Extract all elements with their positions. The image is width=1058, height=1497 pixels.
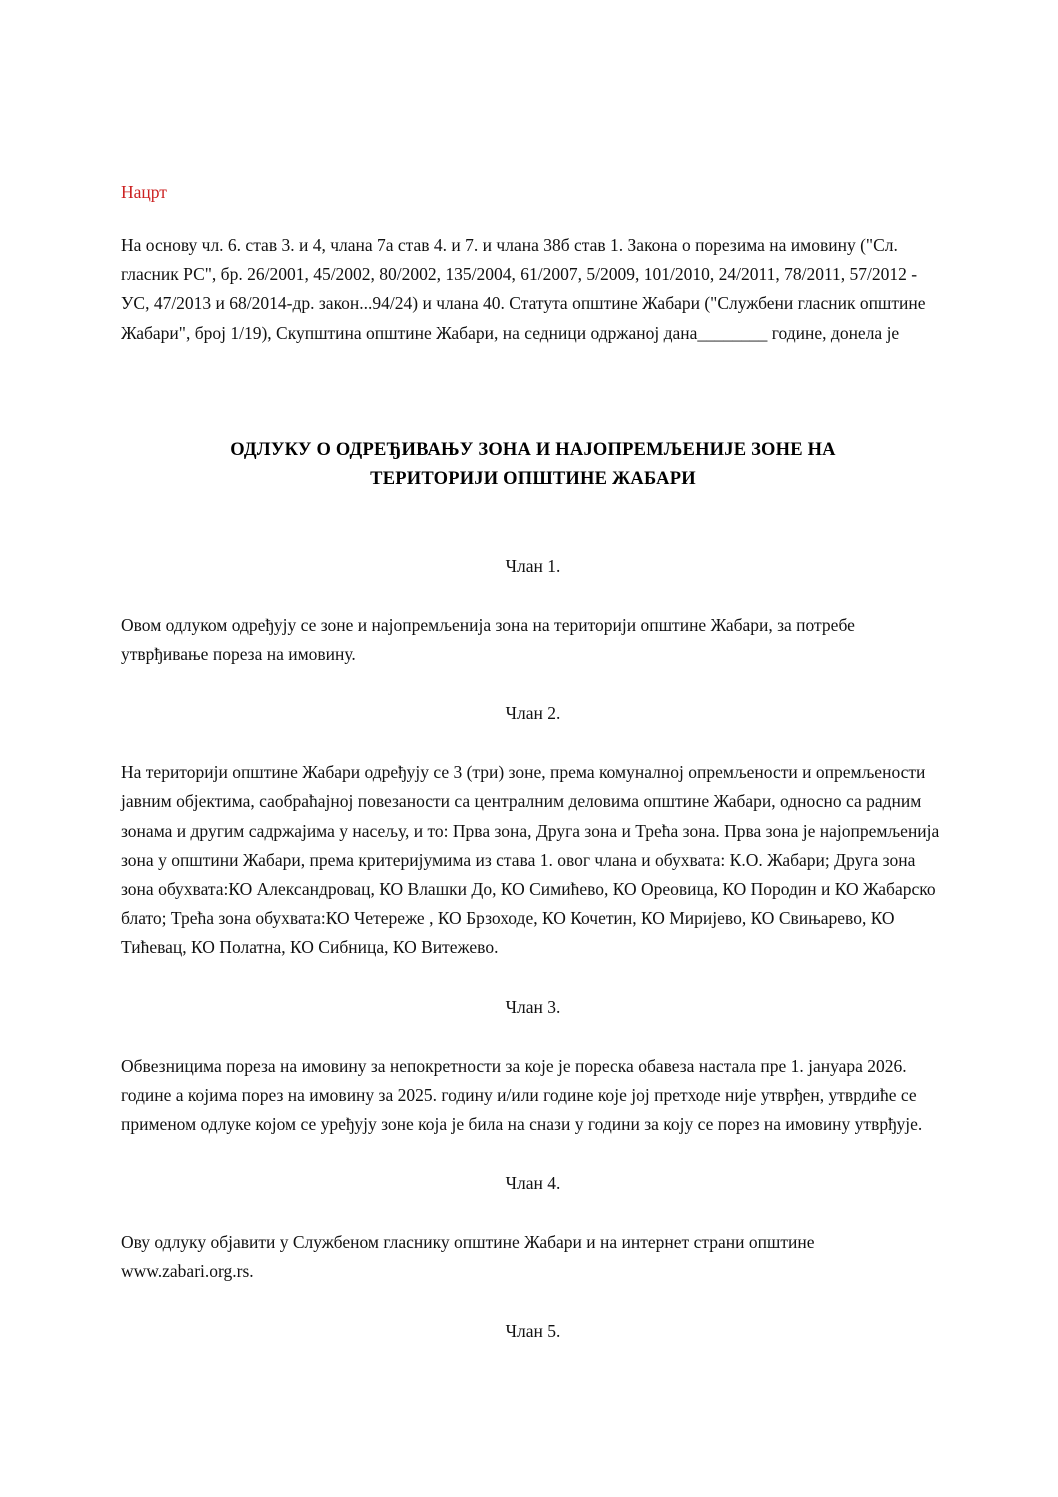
draft-label: Нацрт [121,182,167,202]
spacer-article-4 [121,1198,945,1228]
spacer-article-2 [121,728,945,758]
spacer-after-title [121,494,945,552]
article-body-3: Обвезницима пореза на имовину за непокретности за које је пореска обавеза настала пре 1. јануара 2026. године а којима порез на имовину за 2025. годину и/или године које јој претходе није утврђен, утврдиће се применом одлуке којом се уређују зоне која је била на снази у години за коју се порез на имовину утврђује. [121,1055,923,1135]
document-title-line-2: ТЕРИТОРИЈИ ОПШТИНЕ ЖАБАРИ [370,468,696,489]
article-body-2: На територији општине Жабари одређују се 3 (три) зоне, према комуналној опремљености и опремљености јавним објектима, саобраћајној повезаности са централним деловима општине Жабари, односно са радним зонама и другим садржајима у насељу, и то: Прва зона, Друга зона и Трећа зона. Прва зона је најопремљенија зона у општини Жабари, према критеријумима из става 1. овог члана и обухвата: К.О. Жабари; Друга зона зона обухвата:КО Александровац, КО Влашки До, КО Симићево, КО Ореовица, КО Породин и КО Жабарско блато; Трећа зона обухвата:КО Четереже , КО Брзоходе, КО Кочетин, КО Миријево, КО Свињарево, КО Тићевац, КО Полатна, КО Сибница, КО Витежево. [121,762,940,958]
spacer-article-1 [121,581,945,611]
article-body-1: Овом одлуком одређују се зоне и најопремљенија зона на територији општине Жабари, за потребе утврђивање пореза на имовину. [121,614,855,665]
spacer-before-title [121,348,945,436]
document-title-line-1: ОДЛУКУ О ОДРЕЂИВАЊУ ЗОНА И НАЈОПРЕМЉЕНИЈЕ ЗОНЕ НА [230,439,836,460]
preamble-paragraph: На основу чл. 6. став 3. и 4, члана 7а став 4. и 7. и члана 38б став 1. Закона о порезима на имовину ("Сл. гласник РС", бр. 26/2001, 45/2002, 80/2002, 135/2004, 61/2007, 5/2009, 101/2010, 24/2011, 78/2011, 57/2012 - УС, 47/2013 и 68/2014-др. закон...94/24) и члана 40. Статута општине Жабари ("Службени гласник општине Жабари", број 1/19), Скупштина општине Жабари, на седници одржаној дана________ године, донела је [121,235,926,343]
spacer-before-article-2 [121,669,945,699]
article-heading-2: Члан 2. [505,703,561,724]
article-heading-5: Члан 5. [505,1320,561,1341]
article-heading-3: Члан 3. [505,996,561,1017]
document-content [121,178,945,1346]
article-body-4: Ову одлуку објавити у Службеном гласнику општине Жабари и на интернет страни општине www.zabari.org.rs. [121,1232,815,1282]
article-heading-4: Члан 4. [505,1173,561,1194]
spacer-article-3 [121,1022,945,1052]
spacer-before-article-5 [121,1287,945,1317]
spacer-before-article-4 [121,1139,945,1169]
article-heading-1: Члан 1. [505,555,561,576]
spacer-before-article-3 [121,963,945,993]
